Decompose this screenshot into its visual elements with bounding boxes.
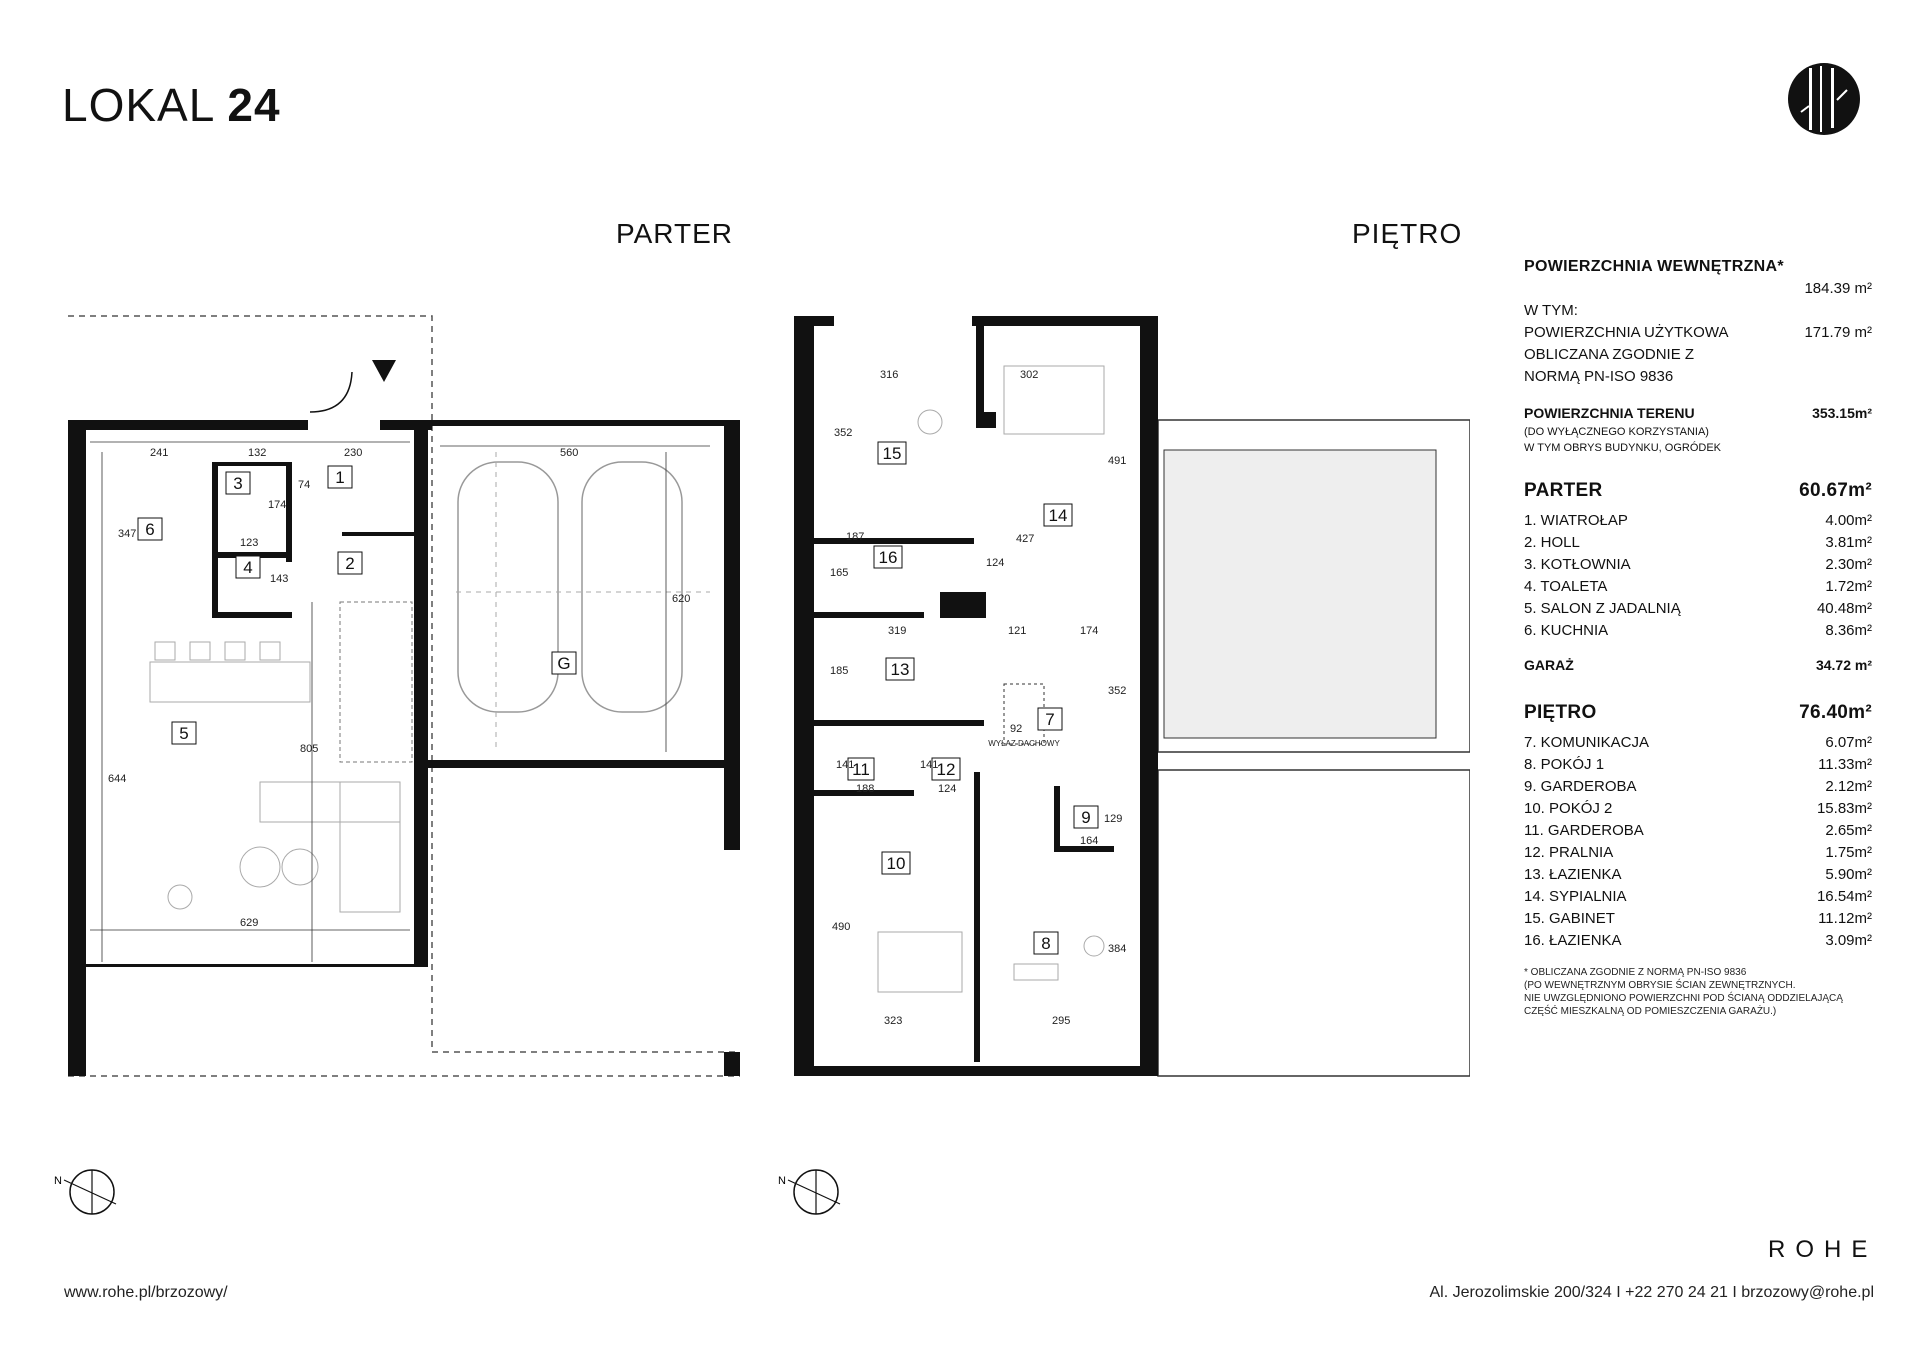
compass-north-label: N [54,1175,62,1187]
footnote-line: * OBLICZANA ZGODNIE Z NORMĄ PN-ISO 9836 [1524,967,1747,978]
parter-dim-560: 560 [560,447,579,459]
compass-icon [52,1162,124,1222]
parter-room-row: 3. KOTŁOWNIA 2.30m² [1524,556,1872,573]
pietro-room-row: 9. GARDEROBA 2.12m² [1524,778,1872,795]
parter-section-label: PARTER [1524,480,1603,501]
pietro-dim-188: 188 [856,783,875,795]
terrain-note-1: (DO WYŁĄCZNEGO KORZYSTANIA) [1524,426,1709,438]
parter-dim-74: 74 [298,479,311,491]
parter-dim-123: 123 [240,537,259,549]
pietro-dim-141b: 141 [920,759,939,771]
pietro-dim-352b: 352 [1108,685,1127,697]
pietro-room-11: 11 [852,760,870,779]
pietro-dim-174: 174 [1080,625,1099,637]
compass-north-label: N [778,1175,786,1187]
pietro-dim-319: 319 [888,625,907,637]
pietro-dim-427: 427 [1016,533,1035,545]
area-summary-panel [1524,256,1872,1018]
footnote-line: (PO WEWNĘTRZNYM OBRYSIE ŚCIAN ZEWNĘTRZNYCH. [1524,980,1796,991]
pietro-room-16: 16 [878,548,898,567]
internal-area-label: POWIERZCHNIA WEWNĘTRZNA* [1524,258,1784,275]
pietro-room-row: 14. SYPIALNIA 16.54m² [1524,888,1872,905]
title-prefix: LOKAL [62,79,214,131]
website-link[interactable]: www.rohe.pl/brzozowy/ [64,1284,228,1301]
parter-dim-347: 347 [118,528,137,540]
pietro-room-row: 16. ŁAZIENKA 3.09m² [1524,932,1872,949]
parter-room-row: 4. TOALETA 1.72m² [1524,578,1872,595]
parter-dim-644: 644 [108,773,127,785]
parter-room-3: 3 [233,474,243,493]
parter-room-5: 5 [179,724,189,743]
terrain-value: 353.15m² [1812,405,1872,421]
parter-dim-620: 620 [672,593,691,605]
terrain-label: POWIERZCHNIA TERENU [1524,405,1695,421]
parter-room-row: 2. HOLL 3.81m² [1524,534,1872,551]
parter-dim-132: 132 [248,447,267,459]
compass-icon [776,1162,848,1222]
pietro-dim-491: 491 [1108,455,1127,467]
terrain-note-2: W TYM OBRYS BUDYNKU, OGRÓDEK [1524,442,1722,454]
garage-value: 34.72 m² [1815,657,1872,673]
parter-dim-241: 241 [150,447,169,459]
pietro-room-row: 15. GABINET 11.12m² [1524,910,1872,927]
parter-room-6: 6 [145,520,155,539]
pietro-dim-124a: 124 [986,557,1005,569]
pietro-dim-187: 187 [846,531,865,543]
pietro-room-row: 12. PRALNIA 1.75m² [1524,844,1872,861]
hatch-dim: 92 [1010,723,1023,735]
pietro-dim-165: 165 [830,567,849,579]
pietro-room-row: 8. POKÓJ 1 11.33m² [1524,756,1872,773]
usable-label-2: OBLICZANA ZGODNIE Z [1524,346,1695,363]
footnote-line: NIE UWZGLĘDNIONO POWIERZCHNI POD ŚCIANĄ ODDZIELAJĄCĄ [1524,993,1843,1004]
parter-dim-629: 629 [240,917,259,929]
pietro-room-7: 7 [1045,710,1055,729]
usable-label-1: POWIERZCHNIA UŻYTKOWA [1524,324,1729,341]
pietro-room-12: 12 [936,760,956,779]
pietro-label: PIĘTRO [1352,218,1463,249]
pietro-dim-185: 185 [830,665,849,677]
garage-label: GARAŻ [1524,657,1574,673]
pietro-room-14: 14 [1048,506,1068,525]
pietro-room-8: 8 [1041,934,1051,953]
pietro-dim-302: 302 [1020,369,1039,381]
pietro-room-row: 10. POKÓJ 2 15.83m² [1524,800,1872,817]
parter-room-row: 1. WIATROŁAP 4.00m² [1524,512,1872,529]
brand-logo [1787,62,1861,136]
pietro-dim-129: 129 [1104,813,1123,825]
pietro-room-row: 11. GARDEROBA 2.65m² [1524,822,1872,839]
parter-floor-plan [60,312,750,1092]
pietro-room-9: 9 [1081,808,1091,827]
pietro-section-label: PIĘTRO [1524,702,1597,723]
parter-label: PARTER [616,218,733,249]
footnote-line: CZĘŚĆ MIESZKALNĄ OD POMIESZCZENIA GARAŻU.) [1524,1006,1777,1017]
parter-room-1: 1 [335,468,345,487]
pietro-room-10: 10 [886,854,906,873]
parter-dim-805: 805 [300,743,319,755]
parter-room-g: G [557,654,571,673]
parter-room-row: 5. SALON Z JADALNIĄ 40.48m² [1524,600,1872,617]
brand-wordmark: ROHE [1768,1236,1878,1263]
page-title [62,78,281,132]
parter-room-4: 4 [243,558,253,577]
internal-area-value: 184.39 m² [1804,280,1872,297]
parter-dim-174: 174 [268,499,287,511]
pietro-floor-plan [790,312,1470,1092]
pietro-dim-164: 164 [1080,835,1099,847]
pietro-dim-124b: 124 [938,783,957,795]
parter-section-value: 60.67m² [1799,480,1872,501]
pietro-dim-295: 295 [1052,1015,1071,1027]
contact-info: Al. Jerozolimskie 200/324 I +22 270 24 21 I brzozowy@rohe.pl [1429,1284,1874,1301]
pietro-room-13: 13 [890,660,910,679]
parter-dim-230: 230 [344,447,363,459]
pietro-dim-141a: 141 [836,759,855,771]
pietro-room-15: 15 [882,444,902,463]
usable-label-3: NORMĄ PN-ISO 9836 [1524,368,1674,385]
pietro-room-row: 7. KOMUNIKACJA 6.07m² [1524,734,1872,751]
pietro-dim-121: 121 [1008,625,1027,637]
parter-room-row: 6. KUCHNIA 8.36m² [1524,622,1872,639]
pietro-dim-490: 490 [832,921,851,933]
title-number: 24 [227,79,281,131]
pietro-dim-316: 316 [880,369,899,381]
parter-dim-143: 143 [270,573,289,585]
hatch-label: WYŁAZ DACHOWY [988,739,1060,748]
pietro-dim-323: 323 [884,1015,903,1027]
pietro-dim-352a: 352 [834,427,853,439]
pietro-room-row: 13. ŁAZIENKA 5.90m² [1524,866,1872,883]
pietro-dim-384: 384 [1108,943,1127,955]
usable-value: 171.79 m² [1804,324,1872,341]
pietro-section-value: 76.40m² [1799,702,1872,723]
w-tym-label: W TYM: [1524,302,1578,319]
parter-room-2: 2 [345,554,355,573]
